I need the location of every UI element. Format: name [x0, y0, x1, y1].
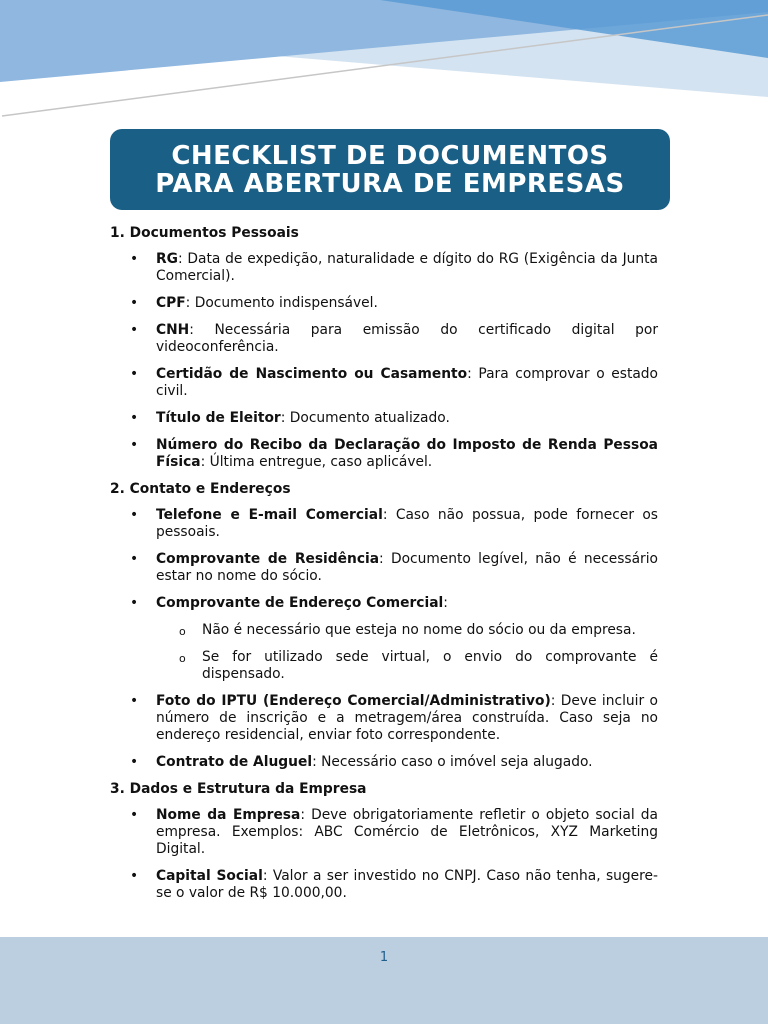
item-label: RG: [156, 251, 178, 267]
item-label: Contrato de Aluguel: [156, 754, 313, 770]
item-description: : Para comprovar o estado civil.: [156, 366, 659, 399]
checklist: [110, 507, 658, 771]
section-heading: 3. Dados e Estrutura da Empresa: [110, 781, 367, 797]
bullet-icon: •: [130, 295, 139, 311]
item-description: : Deve obrigatoriamente refletir o objeto social da empresa. Exemplos: ABC Comércio de Eletrônicos, XYZ Marketing Digital.: [156, 807, 658, 857]
bullet-icon: •: [130, 251, 139, 267]
item-label: Telefone e E-mail Comercial: [156, 507, 383, 523]
item-label: Certidão de Nascimento ou Casamento: [156, 366, 468, 382]
checklist-item: [110, 507, 658, 541]
checklist: [110, 807, 658, 902]
bullet-icon: •: [130, 868, 139, 884]
header-decoration: [0, 0, 768, 130]
bullet-icon: •: [130, 322, 139, 338]
bullet-icon: •: [130, 595, 139, 611]
checklist-item: [110, 595, 658, 683]
section-heading: 2. Contato e Endereços: [110, 481, 291, 497]
item-label: Foto do IPTU (Endereço Comercial/Administrativo): [156, 693, 551, 709]
sub-checklist-item: [156, 622, 658, 639]
circle-bullet-icon: o: [179, 652, 186, 665]
item-label: CPF: [156, 295, 186, 311]
bullet-icon: •: [130, 507, 139, 523]
checklist-item: [110, 437, 658, 471]
sub-item-text: Não é necessário que esteja no nome do sócio ou da empresa.: [202, 622, 636, 638]
item-description: : Necessário caso o imóvel seja alugado.: [312, 754, 593, 770]
item-label: Nome da Empresa: [156, 807, 301, 823]
checklist-item: [110, 807, 658, 858]
item-label: Comprovante de Residência: [156, 551, 380, 567]
item-description: : Documento legível, não é necessário estar no nome do sócio.: [156, 551, 658, 584]
checklist-item: [110, 295, 658, 312]
checklist-item: [110, 693, 658, 744]
sub-checklist: [156, 622, 658, 683]
bullet-icon: •: [130, 807, 139, 823]
item-description: : Data de expedição, naturalidade e dígito do RG (Exigência da Junta Comercial).: [156, 251, 658, 284]
circle-bullet-icon: o: [179, 625, 186, 638]
item-description: : Última entregue, caso aplicável.: [200, 454, 433, 470]
item-description: : Deve incluir o número de inscrição e a metragem/área construída. Caso seja no endereço residencial, enviar foto correspondente.: [156, 693, 658, 743]
item-description: :: [443, 595, 448, 611]
item-description: : Caso não possua, pode fornecer os pessoais.: [156, 507, 659, 540]
checklist-item: [110, 551, 658, 585]
bullet-icon: •: [130, 754, 139, 770]
section-heading: 1. Documentos Pessoais: [110, 225, 299, 241]
item-label: CNH: [156, 322, 190, 338]
checklist-item: [110, 322, 658, 356]
item-description: : Necessária para emissão do certificado digital por videoconferência.: [156, 322, 658, 355]
item-description: : Valor a ser investido no CNPJ. Caso não tenha, sugere-se o valor de R$ 10.000,00.: [156, 868, 659, 901]
item-description: : Documento indispensável.: [185, 295, 378, 311]
item-label: Comprovante de Endereço Comercial: [156, 595, 444, 611]
checklist-item: [110, 868, 658, 902]
document-title-line-1: CHECKLIST DE DOCUMENTOS: [171, 140, 609, 171]
checklist-item: [110, 410, 658, 427]
item-label: Capital Social: [156, 868, 263, 884]
bullet-icon: •: [130, 551, 139, 567]
checklist-content: [110, 225, 658, 912]
checklist-item: [110, 251, 658, 285]
sub-checklist-item: [156, 649, 658, 683]
item-description: : Documento atualizado.: [280, 410, 450, 426]
sub-item-text: Se for utilizado sede virtual, o envio do comprovante é dispensado.: [202, 649, 658, 682]
bullet-icon: •: [130, 410, 139, 426]
bullet-icon: •: [130, 437, 139, 453]
item-label: Título de Eleitor: [156, 410, 281, 426]
document-title-line-2: PARA ABERTURA DE EMPRESAS: [155, 168, 625, 199]
bullet-icon: •: [130, 366, 139, 382]
document-title-banner: [110, 129, 670, 210]
item-label: Número do Recibo da Declaração do Imposto de Renda Pessoa Física: [156, 437, 658, 470]
checklist: [110, 251, 658, 471]
page-number: 1: [379, 950, 389, 965]
checklist-item: [110, 754, 658, 771]
checklist-item: [110, 366, 658, 400]
bullet-icon: •: [130, 693, 139, 709]
